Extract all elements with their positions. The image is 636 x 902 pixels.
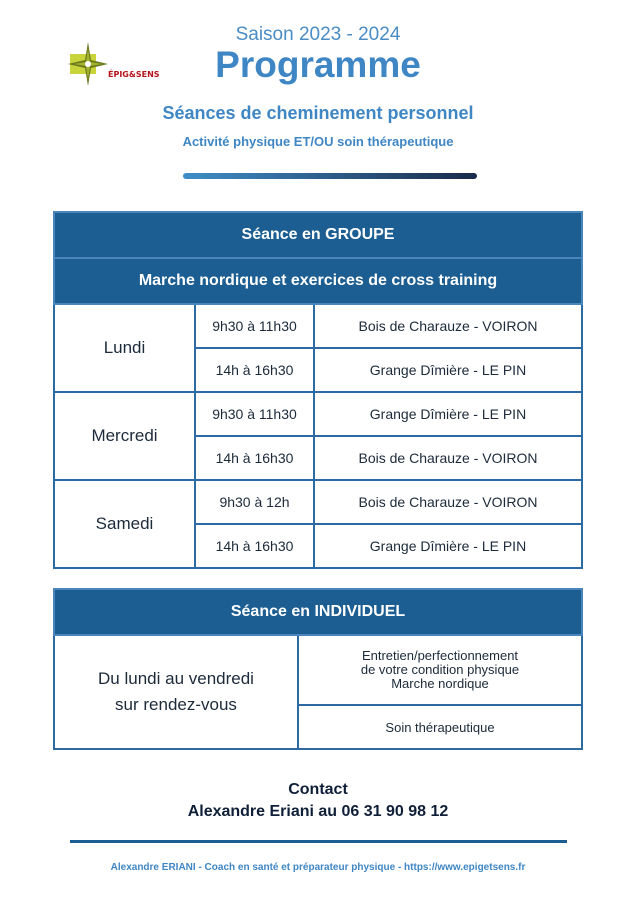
season-label: Saison 2023 - 2024 — [235, 24, 401, 45]
time-cell: 14h à 16h30 — [195, 436, 314, 480]
activity-line-1: Entretien/perfectionnement — [361, 648, 519, 663]
group-table-header: Séance en GROUPE — [54, 212, 582, 258]
place-cell: Grange Dîmière - LE PIN — [314, 348, 582, 392]
place-cell: Bois de Charauze - VOIRON — [314, 304, 582, 348]
time-cell: 9h30 à 11h30 — [195, 392, 314, 436]
group-sessions-table — [53, 211, 583, 569]
day-cell: Mercredi — [54, 392, 195, 480]
availability-cell — [54, 635, 298, 749]
availability-line-2: sur rendez-vous — [115, 695, 237, 714]
place-cell: Grange Dîmière - LE PIN — [314, 524, 582, 568]
time-cell: 9h30 à 11h30 — [195, 304, 314, 348]
subtitle-secondary: Activité physique ET/OU soin thérapeutique — [182, 134, 454, 149]
header-divider — [183, 173, 477, 179]
time-cell: 14h à 16h30 — [195, 348, 314, 392]
footer-text: Alexandre ERIANI - Coach en santé et préparateur physique - https://www.epigetsens.fr — [110, 862, 526, 873]
availability-line-1: Du lundi au vendredi — [98, 669, 254, 688]
table-row — [54, 480, 582, 524]
time-cell: 9h30 à 12h — [195, 480, 314, 524]
footer-divider — [70, 840, 567, 843]
activity-line-2: de votre condition physique — [360, 662, 520, 677]
individual-table-header: Séance en INDIVIDUEL — [54, 589, 582, 635]
contact-label: Contact — [288, 781, 348, 798]
table-row — [54, 392, 582, 436]
page-title: Programme — [215, 44, 421, 85]
contact-phone: Alexandre Eriani au 06 31 90 98 12 — [187, 803, 449, 820]
individual-sessions-table — [53, 588, 583, 750]
time-cell: 14h à 16h30 — [195, 524, 314, 568]
day-cell: Lundi — [54, 304, 195, 392]
place-cell: Grange Dîmière - LE PIN — [314, 392, 582, 436]
therapy-cell: Soin thérapeutique — [298, 705, 582, 749]
subtitle: Séances de cheminement personnel — [162, 103, 474, 123]
table-row — [54, 304, 582, 348]
day-cell: Samedi — [54, 480, 195, 568]
logo-text: ÉPIG&SENS — [108, 70, 160, 79]
activity-cell — [298, 635, 582, 705]
activity-line-3: Marche nordique — [391, 676, 489, 691]
place-cell: Bois de Charauze - VOIRON — [314, 480, 582, 524]
table-row — [54, 635, 582, 705]
place-cell: Bois de Charauze - VOIRON — [314, 436, 582, 480]
group-table-subheader: Marche nordique et exercices de cross training — [54, 258, 582, 304]
